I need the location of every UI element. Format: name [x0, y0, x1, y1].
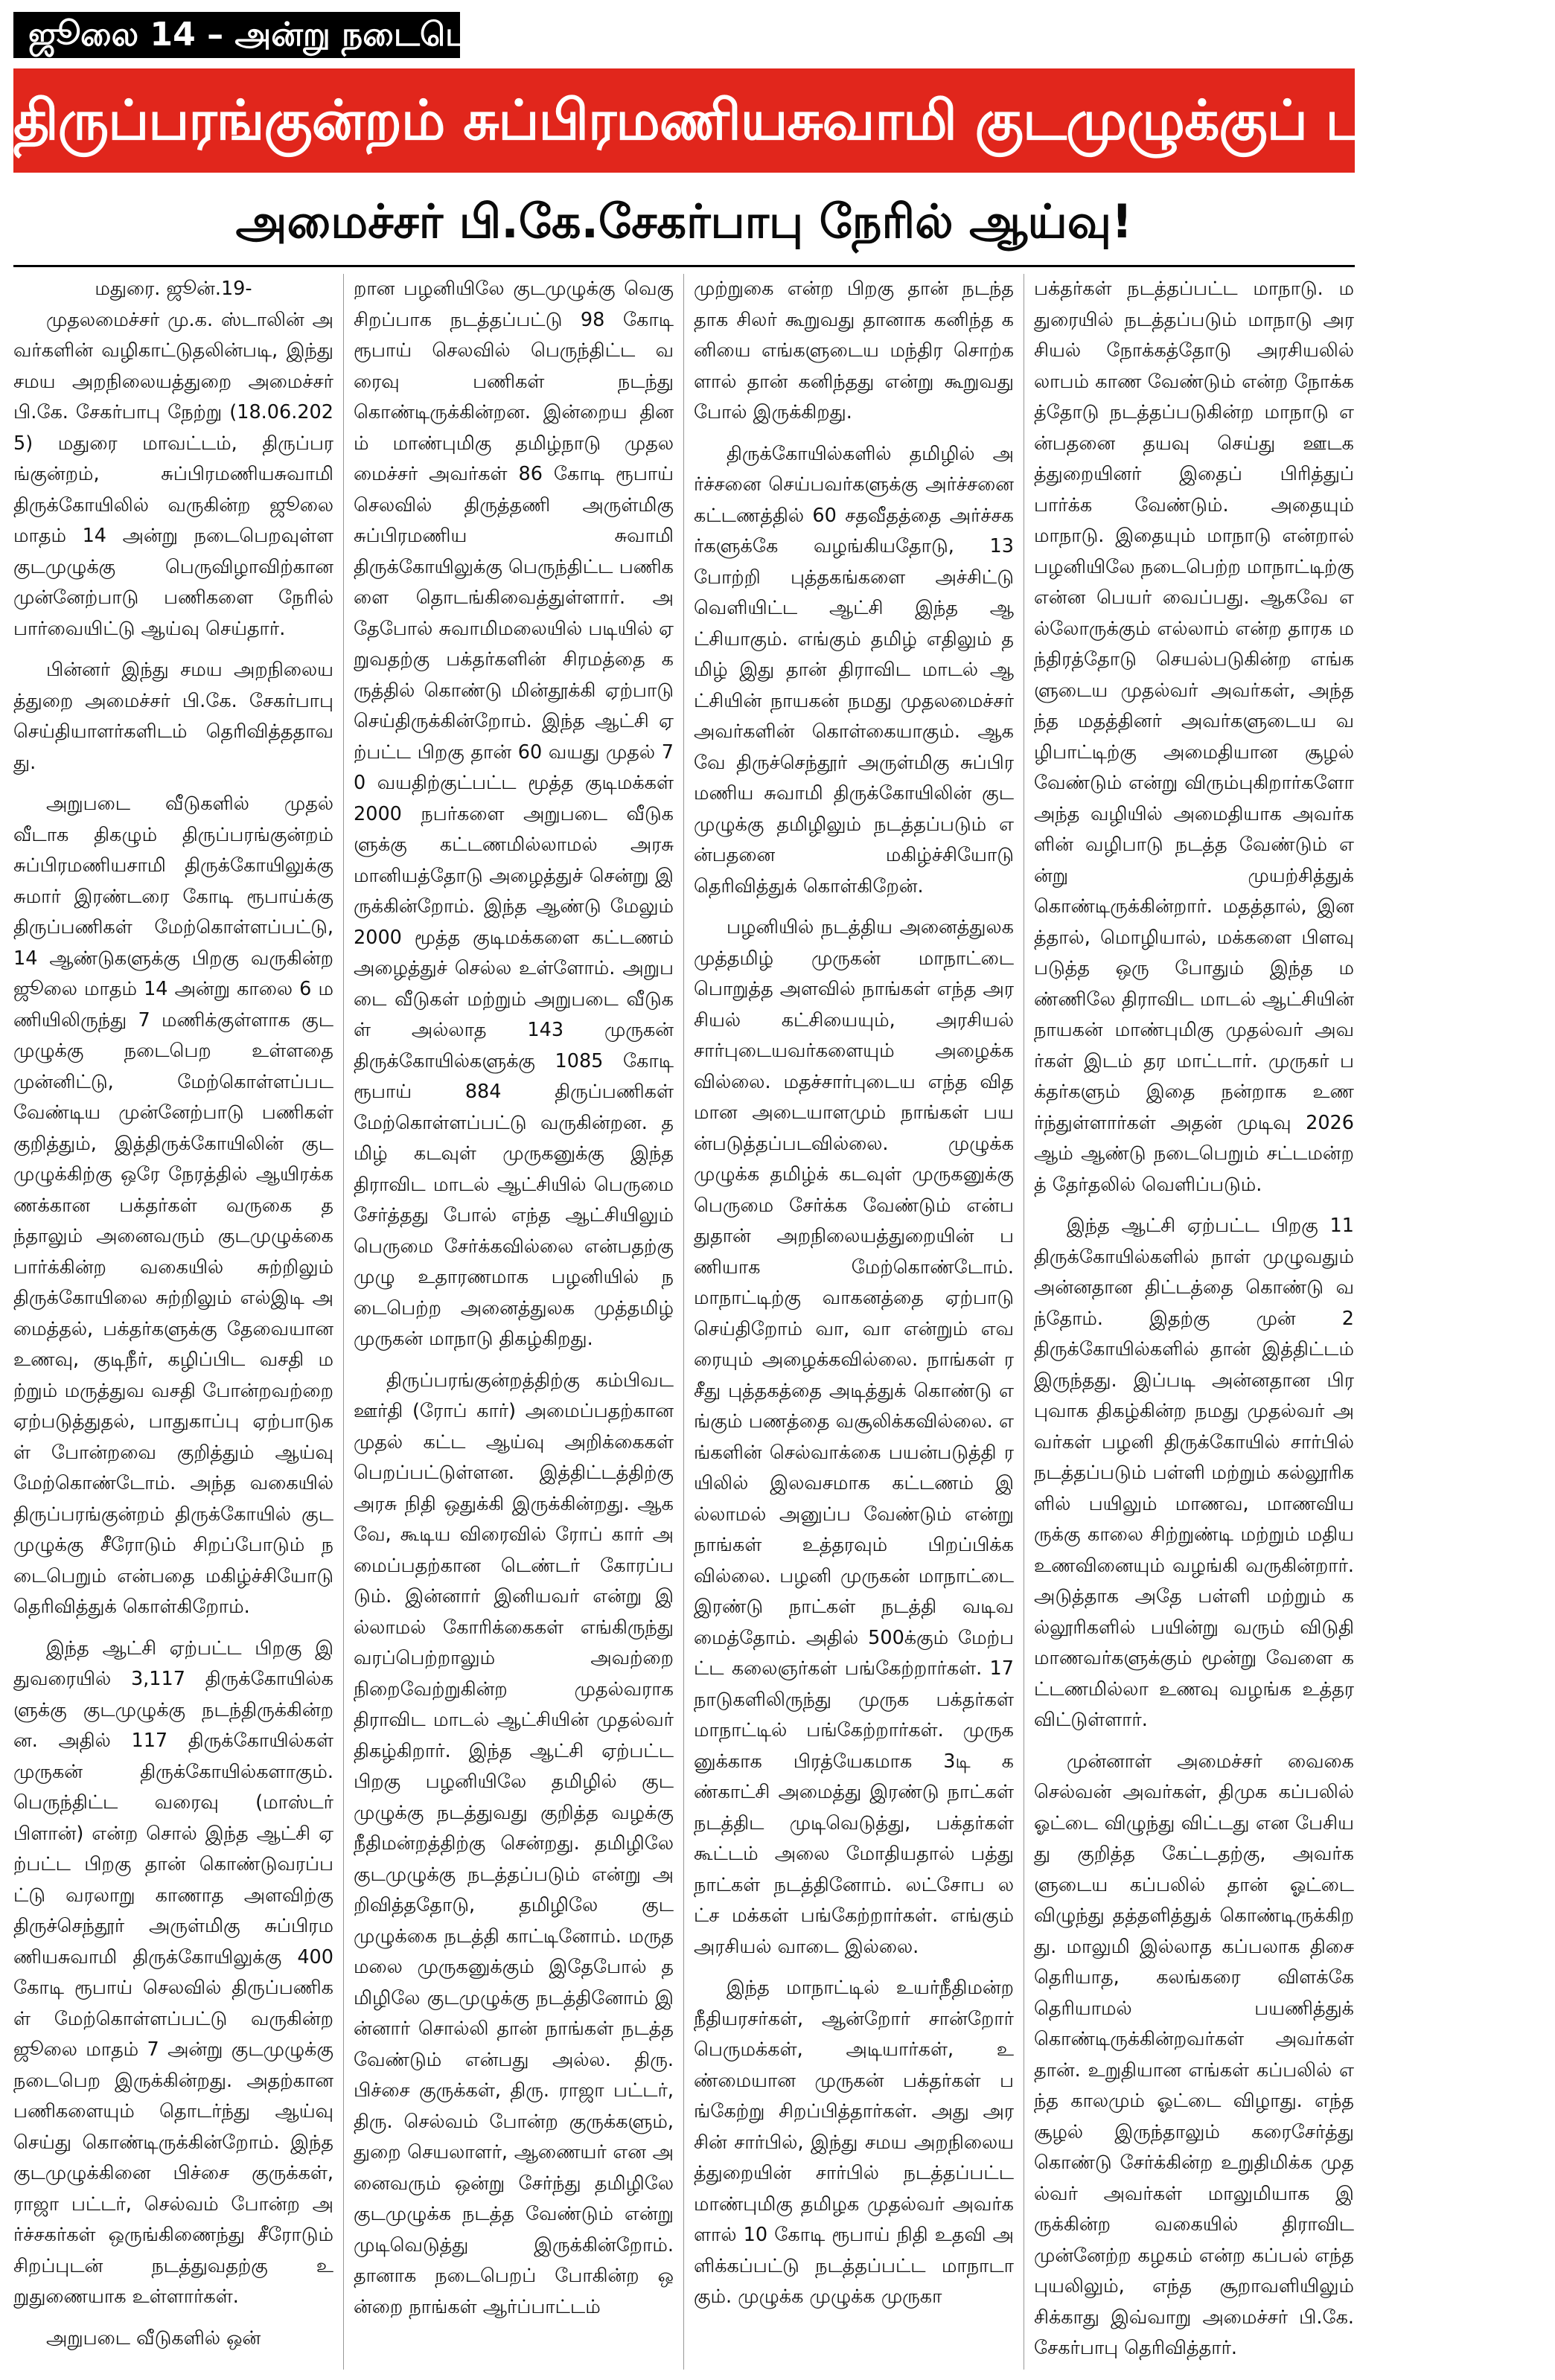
article-column-1 [13, 274, 333, 2370]
article-column-3 [694, 274, 1014, 2370]
article-paragraph: முற்றுகை என்ற பிறகு தான் நடந்ததாக சிலர் கூறுவது தானாக கனிந்த கனியை எங்களுடைய மந்திர சொற்களால் தான் கனிந்தது என்று கூறுவது போல் இருக்கிறது. [694, 278, 1014, 423]
article-paragraph: இந்த ஆட்சி ஏற்பட்ட பிறகு இதுவரையில் 3,117 திருக்கோயில்களுக்கு குடமுழுக்கு நடந்திருக்கின்றன. அதில் 117 திருக்கோயில்கள் முருகன் திருக்கோயில்களாகும். பெருந்திட்ட வரைவு (மாஸ்டர் பிளான்) என்ற சொல் இந்த ஆட்சி ஏற்பட்ட பிறகு தான் கொண்டுவரப்பட்டு வரலாறு காணாத அளவிற்கு திருச்செந்தூர் அருள்மிகு சுப்பிரமணியசுவாமி திருக்கோயிலுக்கு 400 கோடி ரூபாய் செலவில் திருப்பணிகள் மேற்கொள்ளப்பட்டு வருகின்ற ஜூலை மாதம் 7 அன்று குடமுழுக்கு நடைபெற இருக்கின்றது. அதற்கான பணிகளையும் தொடர்ந்து ஆய்வு செய்து கொண்டிருக்கின்றோம். இந்த குடமுழுக்கினை பிச்சை குருக்கள், ராஜா பட்டர், செல்வம் போன்ற அர்ச்சகர்கள் ஒருங்கிணைந்து சீரோடும் சிறப்புடன் நடத்துவதற்கு உறுதுணையாக உள்ளார்கள். [13, 1637, 333, 2308]
column-divider [683, 274, 684, 2370]
article-paragraph: பின்னர் இந்து சமய அறநிலையத்துறை அமைச்சர் பி.கே. சேகர்பாபு செய்தியாளர்களிடம் தெரிவித்ததாவது. [13, 659, 333, 774]
kicker-banner: ஜூலை 14 – அன்று நடைபெறும் [13, 12, 460, 58]
article-paragraph: முதலமைச்சர் மு.க. ஸ்டாலின் அவர்களின் வழிகாட்டுதலின்படி, இந்து சமய அறநிலையத்துறை அமைச்சர் பி.கே. சேகர்பாபு நேற்று (18.06.2025) மதுரை மாவட்டம், திருப்பரங்குன்றம், சுப்பிரமணியசுவாமி திருக்கோயிலில் வருகின்ற ஜூலை மாதம் 14 அன்று நடைபெறவுள்ள குடமுழுக்கு பெருவிழாவிற்கான முன்னேற்பாடு பணிகளை நேரில் பார்வையிட்டு ஆய்வு செய்தார். [13, 308, 333, 640]
dateline: மதுரை. ஜூன்.19- [95, 278, 252, 300]
article-column-4 [1034, 274, 1354, 2370]
article-paragraph: இந்த மாநாட்டில் உயர்நீதிமன்ற நீதியரசர்கள், ஆன்றோர் சான்றோர் பெருமக்கள், அடியார்கள், உண்மையான முருகன் பக்தர்கள் பங்கேற்று சிறப்பித்தார்கள். அது அரசின் சார்பில், இந்து சமய அறநிலையத்துறையின் சார்பில் நடத்தப்பட்ட மாண்புமிகு தமிழக முதல்வர் அவர்களால் 10 கோடி ரூபாய் நிதி உதவி அளிக்கப்பட்டு நடத்தப்பட்ட மாநாடா கும். முழுக்க முழுக்க முருகா [694, 1977, 1014, 2308]
article-paragraph: பழனியில் நடத்திய அனைத்துலக முத்தமிழ் முருகன் மாநாட்டை பொறுத்த அளவில் நாங்கள் எந்த அரசியல் கட்சியையும், அரசியல் சார்புடையவர்களையும் அழைக்கவில்லை. மதச்சார்புடைய எந்த விதமான அடையாளமும் நாங்கள் பயன்படுத்தப்படவில்லை. முழுக்க முழுக்க தமிழ்க் கடவுள் முருகனுக்கு பெருமை சேர்க்க வேண்டும் என்பதுதான் அறநிலையத்துறையின் பணியாக மேற்கொண்டோம். மாநாட்டிற்கு வாகனத்தை ஏற்பாடு செய்திறோம் வா, வா என்றும் எவரையும் அழைக்கவில்லை. நாங்கள் ரசீது புத்தகத்தை அடித்துக் கொண்டு எங்கும் பணத்தை வசூலிக்கவில்லை. எங்களின் செல்வாக்கை பயன்படுத்தி ரயிலில் இலவசமாக கட்டணம் இல்லாமல் அனுப்ப வேண்டும் என்று நாங்கள் உத்தரவும் பிறப்பிக்கவில்லை. பழனி முருகன் மாநாட்டை இரண்டு நாட்கள் நடத்தி வடிவமைத்தோம். அதில் 500க்கும் மேற்பட்ட கலைஞர்கள் பங்கேற்றார்கள். 17 நாடுகளிலிருந்து முருக பக்தர்கள் மாநாட்டில் பங்கேற்றார்கள். முருகனுக்காக பிரத்யேகமாக 3டி கண்காட்சி அமைத்து இரண்டு நாட்கள் நடத்திட முடிவெடுத்து, பக்தர்கள் கூட்டம் அலை மோதியதால் பத்து நாட்கள் நடத்தினோம். லட்சோப லட்ச மக்கள் பங்கேற்றார்கள். எங்கும் அரசியல் வாடை இல்லை. [694, 916, 1014, 1958]
article-paragraph: அறுபடை வீடுகளில் முதல் வீடாக திகழும் திருப்பரங்குன்றம் சுப்பிரமணியசாமி திருக்கோயிலுக்கு சுமார் இரண்டரை கோடி ரூபாய்க்கு திருப்பணிகள் மேற்கொள்ளப்பட்டு, 14 ஆண்டுகளுக்கு பிறகு வருகின்ற ஜூலை மாதம் 14 அன்று காலை 6 மணியிலிருந்து 7 மணிக்குள்ளாக குடமுழுக்கு நடைபெற உள்ளதை முன்னிட்டு, மேற்கொள்ளப்பட வேண்டிய முன்னேற்பாடு பணிகள் குறித்தும், இத்திருக்கோயிலின் குடமுழுக்கிற்கு ஒரே நேரத்தில் ஆயிரக்கணக்கான பக்தர்கள் வருகை தந்தாலும் அனைவரும் குடமுழுக்கை பார்க்கின்ற வகையில் சுற்றிலும் திருக்கோயிலை சுற்றிலும் எல்இடி அமைத்தல், பக்தர்களுக்கு தேவையான உணவு, குடிநீர், கழிப்பிட வசதி மற்றும் மருத்துவ வசதி போன்றவற்றை ஏற்படுத்துதல், பாதுகாப்பு ஏற்பாடுகள் போன்றவை குறித்தும் ஆய்வு மேற்கொண்டோம். அந்த வகையில் திருப்பரங்குன்றம் திருக்கோயில் குடமுழுக்கு சீரோடும் சிறப்போடும் நடைபெறும் என்பதை மகிழ்ச்சியோடு தெரிவித்துக் கொள்கிறோம். [13, 793, 333, 1618]
subheadline: அமைச்சர் பி.கே.சேகர்பாபு நேரில் ஆய்வு! [235, 194, 1133, 249]
headline: திருப்பரங்குன்றம் சுப்பிரமணியசுவாமி குடமுழுக்குப் பணிகள்! [13, 68, 1355, 173]
article-paragraph: றான பழனியிலே குடமுழுக்கு வெகு சிறப்பாக நடத்தப்பட்டு 98 கோடி ரூபாய் செலவில் பெருந்திட்ட வரைவு பணிகள் நடந்து கொண்டிருக்கின்றன. இன்றைய தினம் மாண்புமிகு தமிழ்நாடு முதலமைச்சர் அவர்கள் 86 கோடி ரூபாய் செலவில் திருத்தணி அருள்மிகு சுப்பிரமணிய சுவாமி திருக்கோயிலுக்கு பெருந்திட்ட பணிகளை தொடங்கிவைத்துள்ளார். அதேபோல் சுவாமிமலையில் படியில் ஏறுவதற்கு பக்தர்களின் சிரமத்தை கருத்தில் கொண்டு மின்தூக்கி ஏற்பாடு செய்திருக்கின்றோம். இந்த ஆட்சி ஏற்பட்ட பிறகு தான் 60 வயது முதல் 70 வயதிற்குட்பட்ட மூத்த குடிமக்கள் 2000 நபர்களை அறுபடை வீடுகளுக்கு கட்டணமில்லாமல் அரசு மானியத்தோடு அழைத்துச் சென்று இருக்கின்றோம். இந்த ஆண்டு மேலும் 2000 மூத்த குடிமக்களை கட்டணம் அழைத்துச் செல்ல உள்ளோம். அறுபடை வீடுகள் மற்றும் அறுபடை வீடுகள் அல்லாத 143 முருகன் திருக்கோயில்களுக்கு 1085 கோடி ரூபாய் 884 திருப்பணிகள் மேற்கொள்ளப்பட்டு வருகின்றன. தமிழ் கடவுள் முருகனுக்கு இந்த திராவிட மாடல் ஆட்சியில் பெருமை சேர்த்தது போல் எந்த ஆட்சியிலும் பெருமை சேர்க்கவில்லை என்பதற்கு முழு உதாரணமாக பழனியில் நடைபெற்ற அனைத்துலக முத்தமிழ் முருகன் மாநாடு திகழ்கிறது. [354, 278, 674, 1350]
column-divider [343, 274, 344, 2370]
article-column-2 [354, 274, 674, 2370]
header-rule [13, 265, 1355, 267]
article-paragraph: பக்தர்கள் நடத்தப்பட்ட மாநாடு. மதுரையில் நடத்தப்படும் மாநாடு அரசியல் நோக்கத்தோடு அரசியலில் லாபம் காண வேண்டும் என்ற நோக்கத்தோடு நடத்தப்படுகின்ற மாநாடு என்பதனை தயவு செய்து ஊடகத்துறையினர் இதைப் பிரித்துப் பார்க்க வேண்டும். அதையும் மாநாடு. இதையும் மாநாடு என்றால் பழனியிலே நடைபெற்ற மாநாட்டிற்கு என்ன பெயர் வைப்பது. ஆகவே எல்லோருக்கும் எல்லாம் என்ற தாரக மந்திரத்தோடு செயல்படுகின்ற எங்களுடைய முதல்வர் அவர்கள், அந்தந்த மதத்தினர் அவர்களுடைய வழிபாட்டிற்கு அமைதியான சூழல் வேண்டும் என்று விரும்புகிறார்களோ அந்த வழியில் அமைதியாக அவர்களின் வழிபாடு நடத்த வேண்டும் என்று முயற்சித்துக் கொண்டிருக்கின்றார். மதத்தால், இனத்தால், மொழியால், மக்களை பிளவு படுத்த ஒரு போதும் இந்த மண்ணிலே திராவிட மாடல் ஆட்சியின் நாயகன் மாண்புமிகு முதல்வர் அவர்கள் இடம் தர மாட்டார். முருகர் பக்தர்களும் இதை நன்றாக உணர்ந்துள்ளார்கள் அதன் முடிவு 2026 ஆம் ஆண்டு நடைபெறும் சட்டமன்றத் தேர்தலில் வெளிப்படும். [1034, 278, 1354, 1196]
article-paragraph: இந்த ஆட்சி ஏற்பட்ட பிறகு 11 திருக்கோயில்களில் நாள் முழுவதும் அன்னதான திட்டத்தை கொண்டு வந்தோம். இதற்கு முன் 2 திருக்கோயில்களில் தான் இத்திட்டம் இருந்தது. இப்படி அன்னதான பிரபுவாக திகழ்கின்ற நமது முதல்வர் அவர்கள் பழனி திருக்கோயில் சார்பில் நடத்தப்படும் பள்ளி மற்றும் கல்லூரிகளில் பயிலும் மாணவ, மாணவியருக்கு காலை சிற்றுண்டி மற்றும் மதிய உணவினையும் வழங்கி வருகின்றார். அடுத்தாக அதே பள்ளி மற்றும் கல்லூரிகளில் பயின்று வரும் விடுதி மாணவர்களுக்கும் மூன்று வேளை கட்டணமில்லா உணவு வழங்க உத்தரவிட்டுள்ளார். [1034, 1215, 1354, 1731]
article-body [13, 274, 1355, 2370]
article-paragraph: திருக்கோயில்களில் தமிழில் அர்ச்சனை செய்பவர்களுக்கு அர்ச்சனை கட்டணத்தில் 60 சதவீதத்தை அர்ச்சகர்களுக்கே வழங்கியதோடு, 13 போற்றி புத்தகங்களை அச்சிட்டு வெளியிட்ட ஆட்சி இந்த ஆட்சியாகும். எங்கும் தமிழ் எதிலும் தமிழ் இது தான் திராவிட மாடல் ஆட்சியின் நாயகன் நமது முதலமைச்சர் அவர்களின் கொள்கையாகும். ஆகவே திருச்செந்தூர் அருள்மிகு சுப்பிரமணிய சுவாமி திருக்கோயிலின் குடமுழுக்கு தமிழிலும் நடத்தப்படும் என்பதனை மகிழ்ச்சியோடு தெரிவித்துக் கொள்கிறேன். [694, 442, 1014, 898]
article-paragraph: அறுபடை வீடுகளில் ஒன் [46, 2326, 261, 2349]
article-paragraph: முன்னாள் அமைச்சர் வைகை செல்வன் அவர்கள், திமுக கப்பலில் ஓட்டை விழுந்து விட்டது என பேசியது குறித்த கேட்டதற்கு, அவர்களுடைய கப்பலில் தான் ஓட்டை விழுந்து தத்தளித்துக் கொண்டிருக்கிறது. மாலுமி இல்லாத கப்பலாக திசை தெரியாத, கலங்கரை விளக்கே தெரியாமல் பயணித்துக் கொண்டிருக்கின்றவர்கள் அவர்கள் தான். உறுதியான எங்கள் கப்பலில் எந்த காலமும் ஓட்டை விழாது. எந்த சூழல் இருந்தாலும் கரைசேர்த்து கொண்டு சேர்க்கின்ற உறுதிமிக்க முதல்வர் அவர்கள் மாலுமியாக இருக்கின்ற வகையில் திராவிட முன்னேற்ற கழகம் என்ற கப்பல் எந்த புயலிலும், எந்த சூறாவளியிலும் சிக்காது இவ்வாறு அமைச்சர் பி.கே. சேகர்பாபு தெரிவித்தார். [1034, 1750, 1354, 2359]
article-paragraph: திருப்பரங்குன்றத்திற்கு கம்பிவட ஊர்தி (ரோப் கார்) அமைப்பதற்கான முதல் கட்ட ஆய்வு அறிக்கைகள் பெறப்பட்டுள்ளன. இத்திட்டத்திற்கு அரசு நிதி ஒதுக்கி இருக்கின்றது. ஆகவே, கூடிய விரைவில் ரோப் கார் அமைப்பதற்கான டெண்டர் கோரப்படும். இன்னார் இனியவர் என்று இல்லாமல் கோரிக்கைகள் எங்கிருந்து வரப்பெற்றாலும் அவற்றை நிறைவேற்றுகின்ற முதல்வராக திராவிட மாடல் ஆட்சியின் முதல்வர் திகழ்கிறார். இந்த ஆட்சி ஏற்பட்ட பிறகு பழனியிலே தமிழில் குடமுழுக்கு நடத்துவது குறித்த வழக்கு நீதிமன்றத்திற்கு சென்றது. தமிழிலே குடமுழுக்கு நடத்தப்படும் என்று அறிவித்ததோடு, தமிழிலே குடமுழுக்கை நடத்தி காட்டினோம். மருதமலை முருகனுக்கும் இதேபோல் தமிழிலே குடமுழுக்கு நடத்தினோம் இன்னார் சொல்லி தான் நாங்கள் நடத்த வேண்டும் என்பது அல்ல. திரு. பிச்சை குருக்கள், திரு. ராஜா பட்டர், திரு. செல்வம் போன்ற குருக்களும், துறை செயலாளர், ஆணையர் என அனைவரும் ஒன்று சேர்ந்து தமிழிலே குடமுழுக்க நடத்த வேண்டும் என்று முடிவெடுத்து இருக்கின்றோம். தானாக நடைபெறப் போகின்ற ஒன்றை நாங்கள் ஆர்ப்பாட்டம் [354, 1369, 674, 2318]
